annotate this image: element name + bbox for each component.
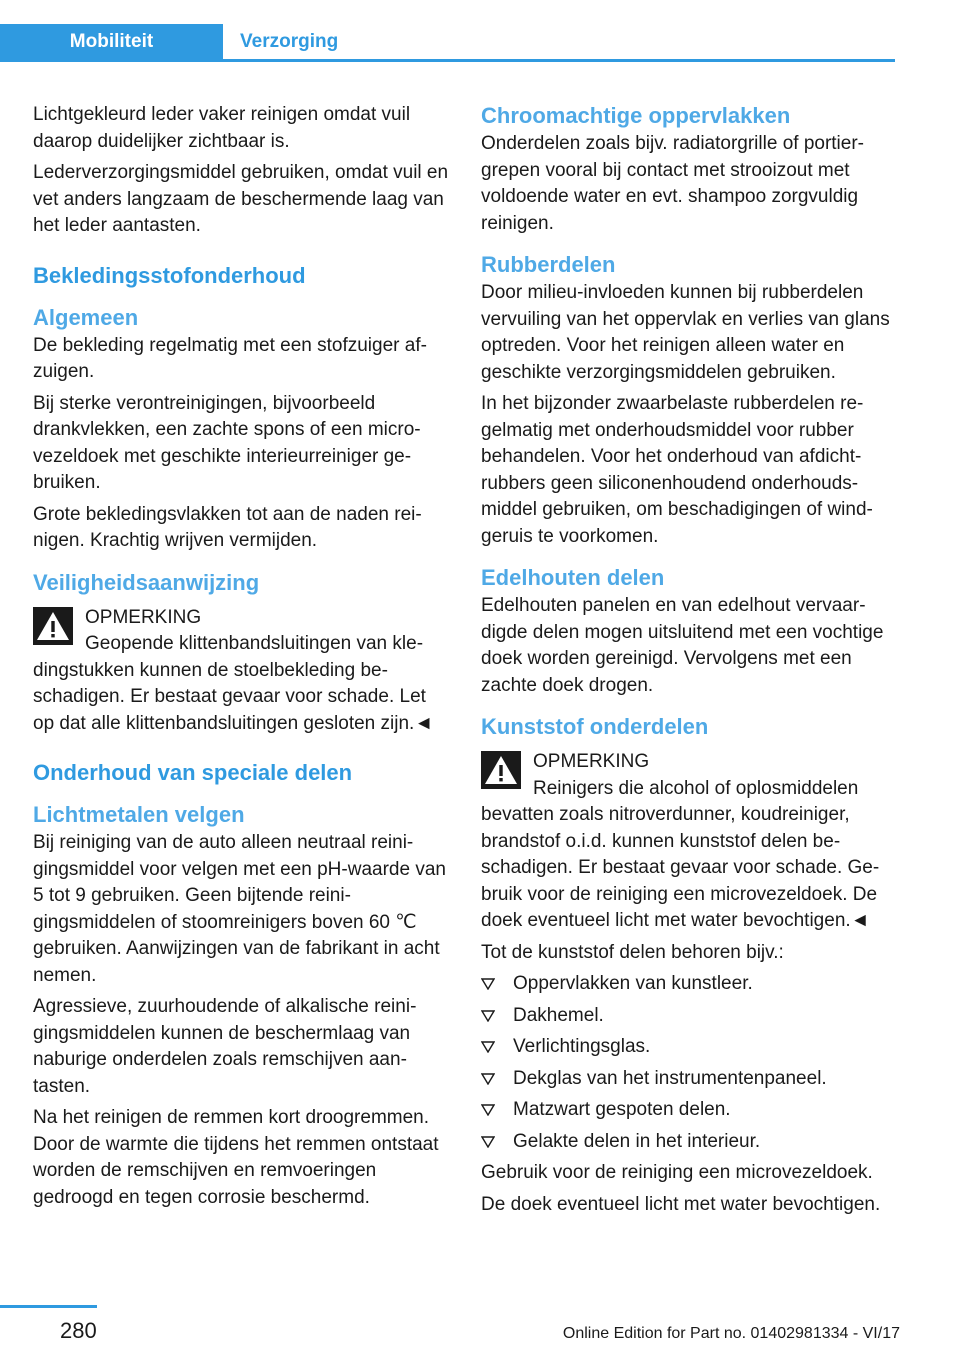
paragraph: De doek eventueel licht met water bevochtigen. (481, 1193, 881, 1215)
notice-label: OPMERKING (85, 606, 202, 628)
tab-verzorging[interactable]: Verzorging (240, 30, 339, 52)
paragraph: Door milieu-invloeden kunnen bij rubberdelen vervuiling van het oppervlak en verlies van glans optreden. Voor het reinigen alleen water en geschikte verzorgingsmiddelen gebruiken. (481, 282, 890, 383)
subsection-heading: Algemeen (33, 304, 139, 330)
bullet-triangle-icon (481, 1073, 495, 1085)
notice-box (481, 749, 897, 935)
notice-text: Reinigers die alcohol of oplosmiddelen bevatten zoals nitroverdunner, koudreiniger, brandstof o.i.d. kunnen kunststof delen beschadigen. Er bestaat gevaar voor schade. Gebruik voor de reiniging een microvezeldoek. De doek eventueel licht met water bevochtigen.◄ (481, 777, 880, 931)
section-heading: Onderhoud van speciale delen (33, 760, 353, 785)
chapter-tab-bar (0, 24, 895, 62)
bullet-triangle-icon (481, 1104, 495, 1116)
notice-text: Geopende klittenbandsluitingen van kledingstukken kunnen de stoelbekleding beschadigen. Er bestaat gevaar voor schade. Let op dat alle klittenbandsluitingen gesloten zijn.◄ (33, 633, 434, 734)
bullet-list (481, 971, 897, 1155)
list-item (481, 1066, 897, 1093)
paragraph: In het bijzonder zwaarbelaste rubberdelen regelmatig met onderhoudsmiddel voor rubber behandelen. Voor het onderhoud van afdichtrubbers geen siliconenhoudend onderhoudsmiddel gebruiken, om beschadigingen of windgeruis te voorkomen. (481, 393, 873, 547)
paragraph: Lederverzorgingsmiddel gebruiken, omdat vuil en vet anders langzaam de beschermende laag van het leder aantasten. (33, 162, 449, 236)
paragraph: Tot de kunststof delen behoren bijv.: (481, 941, 784, 963)
paragraph: Onderdelen zoals bijv. radiatorgrille of portiergrepen vooral bij contact met strooizout met voldoende water en evt. shampoo zorgvuldig reinigen. (481, 133, 864, 234)
subsection-heading: Veiligheidsaanwijzing (33, 569, 260, 595)
paragraph: Lichtgekleurd leder vaker reinigen omdat vuil daarop duidelijker zichtbaar is. (33, 104, 411, 152)
list-item (481, 1097, 897, 1124)
subsection-heading: Lichtmetalen velgen (33, 802, 245, 827)
left-column (33, 102, 449, 1216)
warning-triangle-icon (33, 607, 73, 645)
subsection-heading: Kunststof onderdelen (481, 714, 709, 739)
list-item-text: Dakhemel. (513, 1004, 604, 1026)
paragraph: Bij sterke verontreinigingen, bijvoorbeeld drankvlekken, een zachte spons of een microvezeldoek met geschikte interieurreiniger gebruiken. (33, 392, 421, 493)
page-number: 280 (60, 1318, 97, 1343)
list-item-text: Verlichtingsglas. (513, 1036, 651, 1057)
list-item (481, 1003, 897, 1030)
footer-accent-line (0, 1305, 97, 1308)
list-item (481, 1034, 897, 1061)
bullet-triangle-icon (481, 1010, 495, 1022)
tab-mobiliteit[interactable]: Mobiliteit (0, 24, 223, 59)
paragraph: Edelhouten panelen en van edelhout vervaardigde delen mogen uitsluitend met een vochtige doek worden gereinigd. Vervolgens met een zachte doek drogen. (481, 595, 884, 696)
paragraph: Grote bekledingsvlakken tot aan de naden reinigen. Krachtig wrijven vermijden. (33, 503, 422, 551)
subsection-heading: Edelhouten delen (481, 565, 665, 590)
list-item (481, 1129, 897, 1156)
notice-label: OPMERKING (533, 751, 650, 772)
section-heading: Bekledingsstofonderhoud (33, 262, 306, 288)
right-column (481, 102, 897, 1223)
subsection-heading: Chroomachtige oppervlakken (481, 103, 791, 128)
list-item-text: Dekglas van het instrumentenpaneel. (513, 1067, 827, 1089)
paragraph: Gebruik voor de reiniging een microvezeldoek. (481, 1162, 873, 1183)
list-item-text: Gelakte delen in het interieur. (513, 1130, 761, 1152)
paragraph: De bekleding regelmatig met een stofzuiger afzuigen. (33, 334, 427, 382)
subsection-heading: Rubberdelen (481, 252, 616, 277)
warning-triangle-icon (481, 751, 521, 789)
paragraph: Bij reiniging van de auto alleen neutraal reinigingsmiddel voor velgen met een pH-waarde van 5 tot 9 gebruiken. Geen bijtende reinigingsmiddelen of stoomreinigers boven 60 ℃ gebruiken. Aanwijzingen van de fabrikant in acht nemen. (33, 832, 446, 986)
list-item (481, 971, 897, 998)
bullet-triangle-icon (481, 978, 495, 990)
paragraph: Agressieve, zuurhoudende of alkalische reinigingsmiddelen kunnen de beschermlaag van naburige onderdelen zoals remschijven aantasten. (33, 996, 417, 1097)
list-item-text: Matzwart gespoten delen. (513, 1099, 731, 1120)
bullet-triangle-icon (481, 1136, 495, 1148)
notice-box (33, 605, 449, 738)
paragraph: Na het reinigen de remmen kort droogremmen. Door de warmte die tijdens het remmen ontstaat worden de remschijven en remvoeringen gedroogd en tegen corrosie beschermd. (33, 1107, 439, 1208)
edition-note: Online Edition for Part no. 01402981334 - VI/17 (562, 1325, 900, 1342)
list-item-text: Oppervlakken van kunstleer. (513, 973, 753, 994)
bullet-triangle-icon (481, 1041, 495, 1053)
